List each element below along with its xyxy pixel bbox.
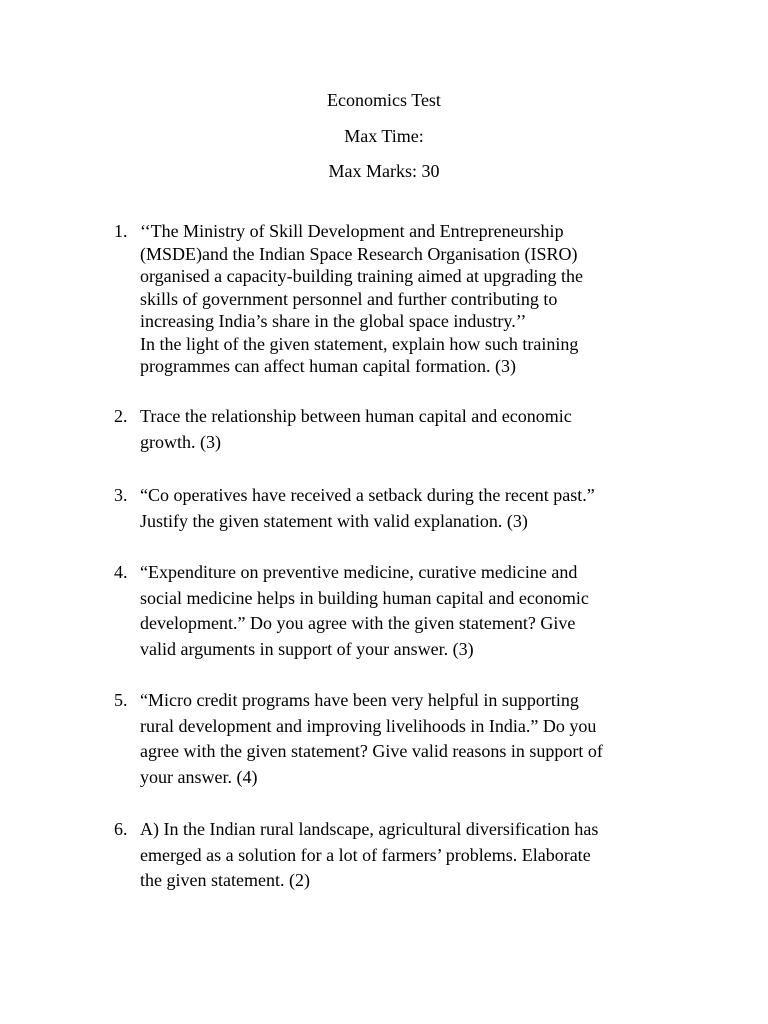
question-number: 3. [114, 485, 128, 505]
question-line: In the light of the given statement, explain how such training [140, 333, 579, 354]
question-number: 1. [114, 221, 128, 241]
question-line: your answer. (4) [140, 767, 258, 788]
question-text [140, 483, 688, 534]
question-text [140, 404, 688, 455]
question-line: “Co operatives have received a setback during the recent past.” [140, 485, 595, 505]
max-marks: Max Marks: 30 [328, 161, 440, 181]
question-text [140, 817, 688, 894]
question-line: emerged as a solution for a lot of farmers’ problems. Elaborate [140, 844, 591, 865]
question-line: “Micro credit programs have been very helpful in supporting [140, 690, 579, 710]
question-number: 2. [114, 406, 128, 426]
question-line: the given statement. (2) [140, 870, 310, 891]
question-text [140, 688, 688, 791]
question-line: skills of government personnel and further contributing to [140, 288, 558, 309]
question-line: development.” Do you agree with the given statement? Give [140, 613, 576, 634]
question-line: (MSDE)and the Indian Space Research Organisation (ISRO) [140, 243, 578, 264]
question-line: valid arguments in support of your answer. (3) [140, 639, 474, 660]
question-line: organised a capacity-building training aimed at upgrading the [140, 266, 584, 286]
question-line: A) In the Indian rural landscape, agricultural diversification has [140, 819, 599, 839]
question-line: rural development and improving livelihoods in India.” Do you [140, 715, 597, 736]
question-text [140, 220, 688, 378]
max-time: Max Time: [344, 126, 424, 146]
question-number: 4. [114, 562, 128, 582]
question-line: growth. (3) [140, 431, 221, 452]
question-line: social medicine helps in building human capital and economic [140, 587, 589, 608]
test-title: Economics Test [327, 90, 441, 110]
question-number: 6. [114, 819, 128, 839]
question-line: Trace the relationship between human capital and economic [140, 406, 572, 426]
question-text [140, 560, 688, 663]
question-number: 5. [114, 690, 128, 710]
question-line: increasing India’s share in the global space industry.’’ [140, 311, 527, 331]
question-line: programmes can affect human capital formation. (3) [140, 356, 517, 376]
question-line: “Expenditure on preventive medicine, curative medicine and [140, 562, 578, 582]
question-line: ‘‘The Ministry of Skill Development and Entrepreneurship [140, 221, 564, 241]
question-line: Justify the given statement with valid explanation. (3) [140, 510, 528, 531]
question-line: agree with the given statement? Give valid reasons in support of [140, 741, 603, 762]
